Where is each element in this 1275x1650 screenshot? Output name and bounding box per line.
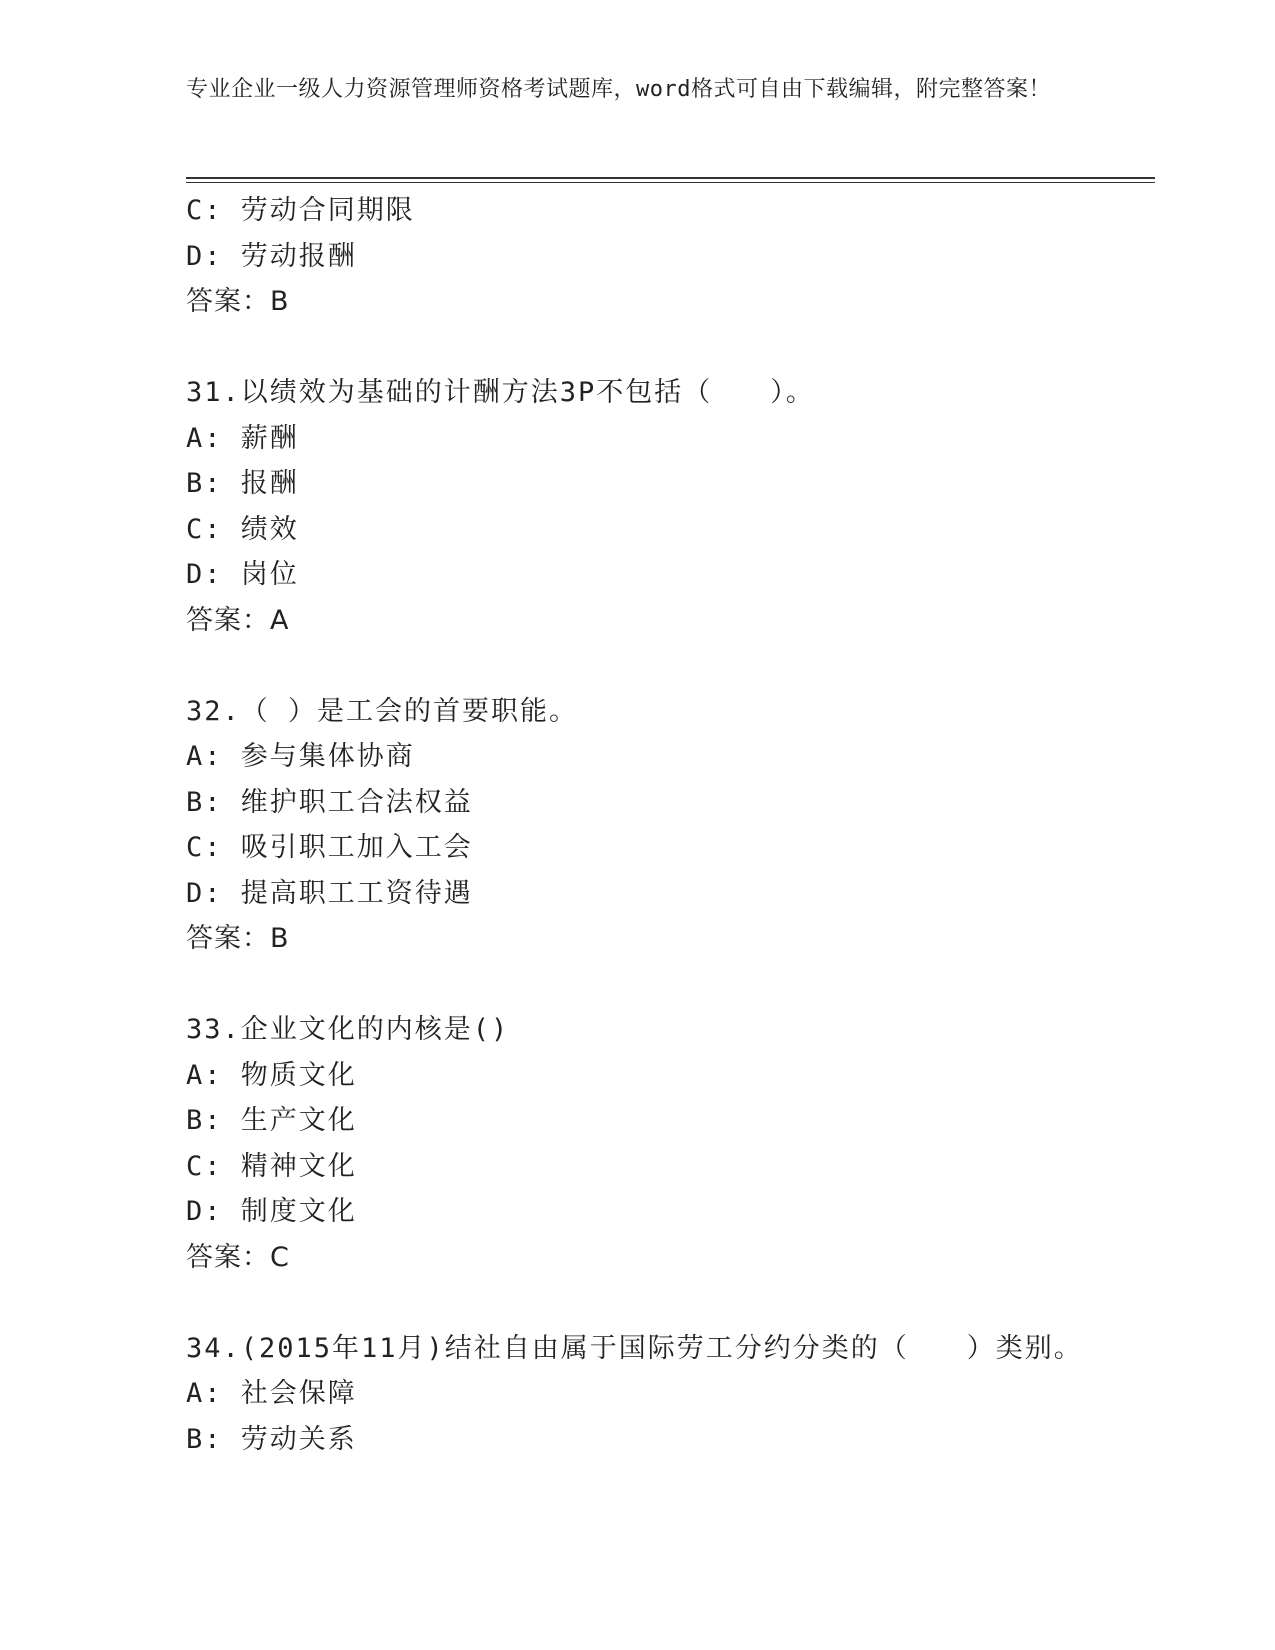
- q34-stem: 34.(2015年11月)结社自由属于国际劳工分约分类的（ ）类别。: [186, 1332, 1083, 1364]
- q32-option-a: A: 参与集体协商: [186, 741, 415, 772]
- q32-option-d: D: 提高职工工资待遇: [186, 877, 473, 909]
- q33-answer: 答案：C: [186, 1241, 290, 1273]
- spacer: [186, 325, 1146, 371]
- q33-option-d: D: 制度文化: [186, 1196, 357, 1227]
- q33-option-b: B: 生产文化: [186, 1105, 357, 1136]
- q32-option-b: B: 维护职工合法权益: [186, 786, 473, 818]
- q31-option-c: C: 绩效: [186, 513, 299, 545]
- document-header: 专业企业一级人力资源管理师资格考试题库，word格式可自由下载编辑，附完整答案！: [186, 77, 1051, 102]
- q31-answer: 答案：A: [186, 604, 290, 636]
- spacer: [186, 643, 1146, 689]
- q31-option-a: A: 薪酬: [186, 422, 299, 454]
- q31-option-b: B: 报酬: [186, 468, 299, 499]
- q32-answer: 答案：B: [186, 923, 290, 954]
- q31-stem: 31.以绩效为基础的计酬方法3P不包括（ ）。: [186, 377, 815, 408]
- q30-option-c: C: 劳动合同期限: [186, 195, 415, 226]
- q33-option-c: C: 精神文化: [186, 1150, 357, 1182]
- header-rule-thin: [186, 182, 1155, 183]
- q34-option-b: B: 劳动关系: [186, 1423, 357, 1455]
- header-rule-thick: [186, 177, 1155, 179]
- spacer: [186, 1280, 1146, 1326]
- q30-answer: 答案：B: [186, 286, 290, 317]
- spacer: [186, 962, 1146, 1008]
- q34-option-a: A: 社会保障: [186, 1378, 357, 1409]
- q32-option-c: C: 吸引职工加入工会: [186, 832, 473, 863]
- q33-stem: 33.企业文化的内核是(): [186, 1014, 510, 1045]
- q30-option-d: D: 劳动报酬: [186, 240, 357, 272]
- q31-option-d: D: 岗位: [186, 559, 299, 590]
- question-list: [186, 188, 1146, 1462]
- q33-option-a: A: 物质文化: [186, 1059, 357, 1091]
- q32-stem: 32.（ ）是工会的首要职能。: [186, 695, 579, 727]
